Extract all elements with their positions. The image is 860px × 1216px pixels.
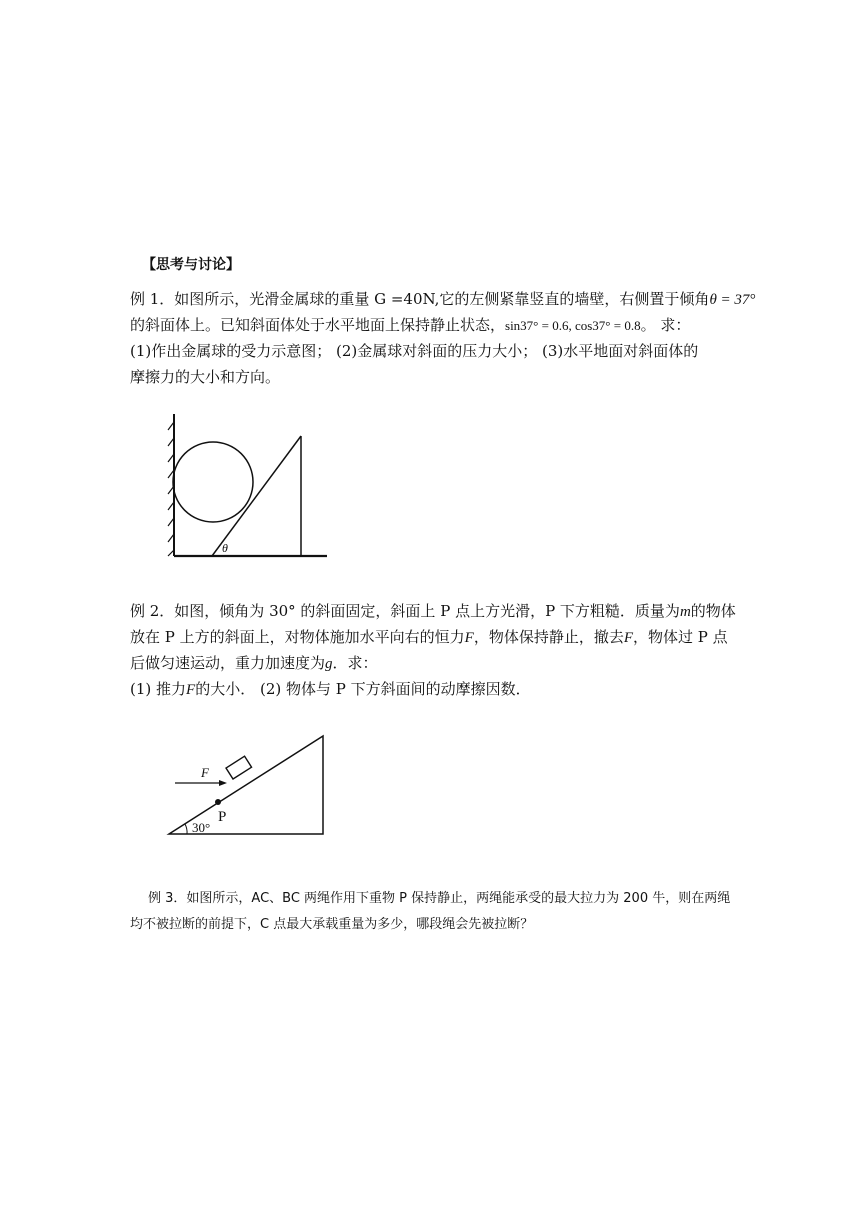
example2-line2-mid: ，物体保持静止，撤去 (473, 628, 624, 646)
example1-line2 (130, 314, 730, 337)
example2-line2-end: ，物体过 P 点 (633, 628, 728, 646)
section-title: 【思考与讨论】 (142, 257, 240, 273)
example2-figure (165, 730, 335, 840)
example1-trig-formula: sin37° = 0.6, cos37° = 0.8 (505, 318, 641, 333)
example2-line3-end: ．求： (332, 654, 378, 672)
example1-line3: (1)作出金属球的受力示意图； (2)金属球对斜面的压力大小； (3)水平地面对斜面体的 (130, 342, 699, 360)
angle-arc (185, 824, 187, 834)
example2-line4-end: 的大小． (2) 物体与 P 下方斜面间的动摩擦因数． (195, 680, 531, 698)
example1-line4: 摩擦力的大小和方向。 (130, 368, 281, 386)
metal-ball (173, 442, 253, 522)
example2-mass-symbol: m (679, 604, 691, 620)
example2-gravity-symbol: g (325, 656, 333, 672)
example1-line2-end: 。 求： (640, 316, 691, 334)
example2-line2 (130, 626, 730, 649)
example2-line1-text: 例 2．如图，倾角为 30° 的斜面固定，斜面上 P 点上方光滑，P 下方粗糙．质量为 (130, 602, 680, 620)
example2-line2-text: 放在 P 上方的斜面上，对物体施加水平向右的恒力 (130, 628, 465, 646)
example1-theta-value: θ = 37° (709, 292, 756, 308)
example2-force-symbol: F (464, 630, 474, 646)
example3-line1: 例 3．如图所示，AC、BC 两绳作用下重物 P 保持静止，两绳能承受的最大拉力为 200 牛，则在两绳 (148, 891, 731, 906)
example1-line1-text: 例 1．如图所示，光滑金属球的重量 G =40N,它的左侧紧靠竖直的墙壁，右侧置于倾角 (130, 290, 710, 308)
force-label: F (201, 765, 209, 780)
example2-line4-text: (1) 推力 (130, 680, 187, 698)
example2-line1-end: 的物体 (690, 602, 736, 620)
example2-force-symbol-2: F (623, 630, 633, 646)
example2-force-symbol-3: F (186, 682, 196, 698)
example2-angle-label: 30° (192, 820, 211, 835)
example1-line2-text: 的斜面体上。已知斜面体处于水平地面上保持静止状态， (130, 316, 506, 334)
example1-line1 (130, 288, 756, 311)
example3-line2: 均不被拉断的前提下，C 点最大承载重量为多少，哪段绳会先被拉断？ (130, 917, 534, 932)
block (226, 756, 252, 779)
example2-line3 (130, 652, 730, 675)
force-arrow-head (219, 780, 227, 786)
point-p-dot (215, 799, 221, 805)
point-p-label: P (218, 809, 227, 825)
example1-figure (165, 412, 335, 562)
example2-line4 (130, 678, 730, 701)
example1-angle-label: θ (222, 541, 228, 555)
example2-line1 (130, 600, 736, 623)
incline-slope (212, 436, 301, 556)
example2-line3-text: 后做匀速运动，重力加速度为 (130, 654, 326, 672)
